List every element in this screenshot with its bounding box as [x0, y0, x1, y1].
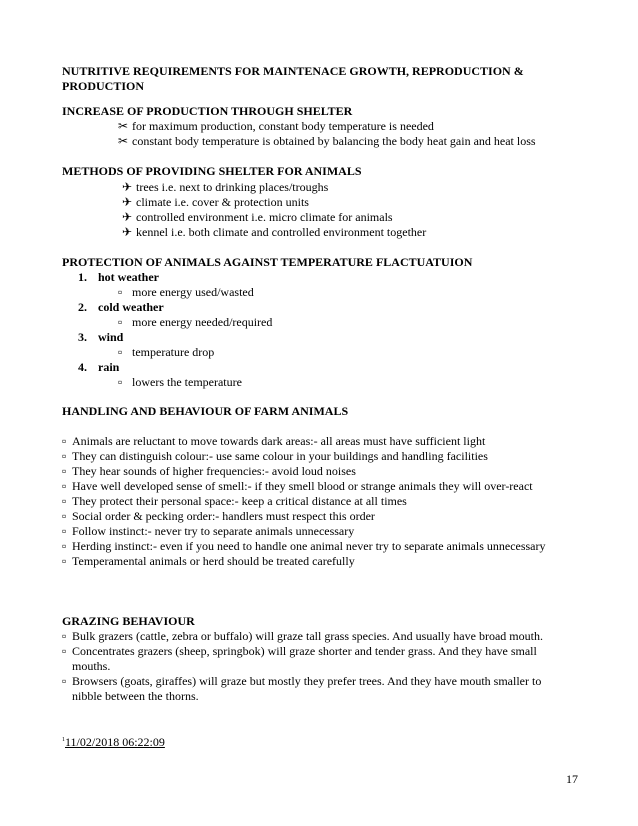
list-item-text: Social order & pecking order:- handlers must respect this order	[72, 509, 375, 523]
sub-item	[118, 375, 242, 390]
sub-item	[118, 285, 254, 300]
bullet-icon: ▫	[62, 494, 67, 508]
list-item	[62, 644, 537, 659]
list-item-text: for maximum production, constant body temperature is needed	[132, 119, 434, 133]
sub-item	[118, 315, 272, 330]
sub-item	[118, 345, 214, 360]
list-item	[122, 225, 426, 240]
bullet-icon: ▫	[118, 375, 123, 389]
airplane-icon: ✈	[122, 195, 133, 209]
list-item	[122, 195, 309, 210]
airplane-icon: ✈	[122, 180, 133, 194]
protection-heading: PROTECTION OF ANIMALS AGAINST TEMPERATURE FLACTUATUION	[62, 255, 473, 269]
scissors-icon: ✂	[118, 134, 129, 148]
list-item-text: Temperamental animals or herd should be treated carefully	[72, 554, 355, 568]
bullet-icon: ▫	[62, 464, 67, 478]
list-item-text: controlled environment i.e. micro climate for animals	[136, 210, 393, 224]
sub-item-text: lowers the temperature	[132, 375, 242, 389]
list-item	[62, 494, 407, 509]
item-number: 4.	[78, 360, 87, 374]
footnote-timestamp	[62, 733, 165, 750]
list-item	[62, 674, 541, 689]
list-item-text: They can distinguish colour:- use same colour in your buildings and handling facilities	[72, 449, 488, 463]
numbered-item	[78, 360, 119, 375]
methods-heading: METHODS OF PROVIDING SHELTER FOR ANIMALS	[62, 164, 362, 178]
list-item	[62, 554, 355, 569]
list-item-text: climate i.e. cover & protection units	[136, 195, 309, 209]
bullet-icon: ▫	[62, 524, 67, 538]
list-item-continuation: nibble between the thorns.	[72, 689, 199, 703]
list-item-text: constant body temperature is obtained by balancing the body heat gain and heat loss	[132, 134, 536, 148]
item-number: 1.	[78, 270, 87, 284]
item-number: 3.	[78, 330, 87, 344]
list-item	[62, 479, 533, 494]
item-title: cold weather	[98, 300, 164, 314]
bullet-icon: ▫	[62, 449, 67, 463]
list-item-text: Browsers (goats, giraffes) will graze but mostly they prefer trees. And they have mouth smaller to	[72, 674, 542, 688]
list-item	[62, 629, 543, 644]
list-item	[62, 434, 485, 449]
bullet-icon: ▫	[62, 629, 67, 643]
list-item-text: Bulk grazers (cattle, zebra or buffalo) will graze tall grass species. And usually have broad mouth.	[72, 629, 543, 643]
bullet-icon: ▫	[118, 345, 123, 359]
list-item	[62, 524, 354, 539]
page-title: NUTRITIVE REQUIREMENTS FOR MAINTENACE GROWTH, REPRODUCTION & PRODUCTION	[62, 64, 524, 93]
numbered-item	[78, 330, 123, 345]
list-item-continuation: mouths.	[72, 659, 111, 673]
bullet-icon: ▫	[118, 315, 123, 329]
handling-heading: HANDLING AND BEHAVIOUR OF FARM ANIMALS	[62, 404, 349, 418]
bullet-icon: ▫	[118, 285, 123, 299]
list-item	[122, 180, 328, 195]
item-title: rain	[98, 360, 120, 374]
list-item-text: Herding instinct:- even if you need to handle one animal never try to separate animals unnecessary	[72, 539, 546, 553]
sub-item-text: more energy needed/required	[132, 315, 273, 329]
list-item-text: Have well developed sense of smell:- if they smell blood or strange animals they will over-react	[72, 479, 533, 493]
grazing-heading: GRAZING BEHAVIOUR	[62, 614, 195, 628]
airplane-icon: ✈	[122, 210, 133, 224]
sub-item-text: more energy used/wasted	[132, 285, 254, 299]
footnote-marker: 1	[62, 737, 65, 743]
list-item	[62, 509, 375, 524]
bullet-icon: ▫	[62, 434, 67, 448]
bullet-icon: ▫	[62, 674, 67, 688]
list-item	[118, 119, 434, 134]
shelter-heading: INCREASE OF PRODUCTION THROUGH SHELTER	[62, 104, 353, 118]
sub-item-text: temperature drop	[132, 345, 215, 359]
airplane-icon: ✈	[122, 225, 133, 239]
list-item	[118, 134, 536, 149]
item-title: hot weather	[98, 270, 159, 284]
numbered-item	[78, 270, 159, 285]
bullet-icon: ▫	[62, 539, 67, 553]
list-item-text: They protect their personal space:- keep a critical distance at all times	[72, 494, 407, 508]
bullet-icon: ▫	[62, 479, 67, 493]
scissors-icon: ✂	[118, 119, 129, 133]
list-item	[62, 539, 546, 554]
list-item	[62, 449, 488, 464]
numbered-item	[78, 300, 164, 315]
bullet-icon: ▫	[62, 554, 67, 568]
list-item-text: Follow instinct:- never try to separate animals unnecessary	[72, 524, 355, 538]
item-title: wind	[98, 330, 124, 344]
bullet-icon: ▫	[62, 644, 67, 658]
timestamp: 11/02/2018 06:22:09	[65, 735, 165, 749]
page-number: 17	[566, 772, 578, 786]
list-item-text: They hear sounds of higher frequencies:- avoid loud noises	[72, 464, 356, 478]
list-item-text: Animals are reluctant to move towards dark areas:- all areas must have sufficient light	[72, 434, 486, 448]
list-item-text: Concentrates grazers (sheep, springbok) will graze shorter and tender grass. And they have small	[72, 644, 537, 658]
item-number: 2.	[78, 300, 87, 314]
list-item	[62, 464, 356, 479]
list-item	[122, 210, 393, 225]
list-item-text: kennel i.e. both climate and controlled environment together	[136, 225, 427, 239]
bullet-icon: ▫	[62, 509, 67, 523]
list-item-text: trees i.e. next to drinking places/troughs	[136, 180, 329, 194]
